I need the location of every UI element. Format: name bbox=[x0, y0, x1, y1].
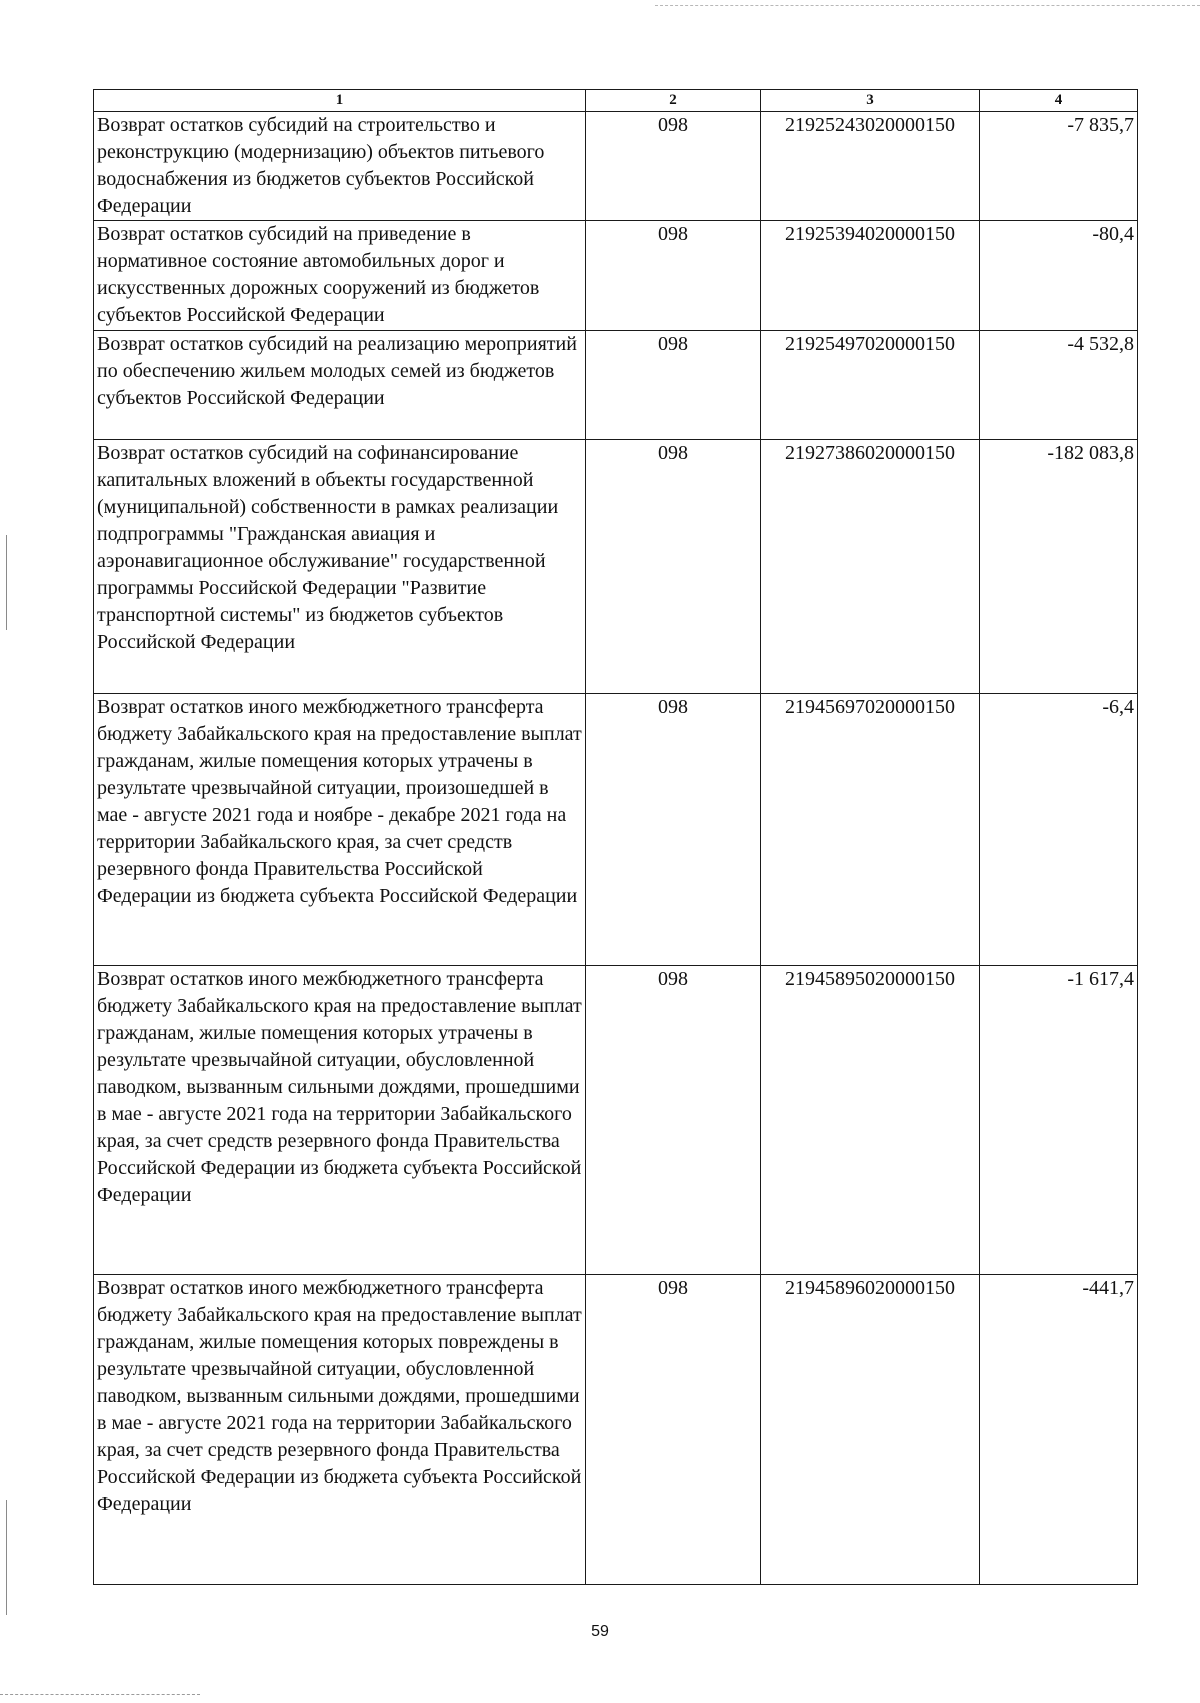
row-kbk-cell: 21925497020000150 bbox=[761, 331, 980, 440]
row-name-cell: Возврат остатков иного межбюджетного трансферта бюджету Забайкальского края на предоставление выплат гражданам, жилые помещения которых утрачены в результате чрезвычайной ситуации, обусловленной паводком, вызванным сильными дождями, прошедшими в мае - августе 2021 года на территории Забайкальского края, за счет средств резервного фонда Правительства Российской Федерации из бюджета субъекта Российской Федерации bbox=[94, 966, 586, 1275]
row-kbk-cell: 21927386020000150 bbox=[761, 440, 980, 694]
column-header-3: 3 bbox=[761, 90, 980, 112]
column-header-1: 1 bbox=[94, 90, 586, 112]
row-code-cell: 098 bbox=[586, 331, 761, 440]
page-number: 59 bbox=[591, 1623, 609, 1640]
row-name-cell: Возврат остатков субсидий на софинансирование капитальных вложений в объекты государственной (муниципальной) собственности в рамках реализации подпрограммы "Гражданская авиация и аэронавигационное обслуживание" государственной программы Российской Федерации "Развитие транспортной системы" из бюджетов субъектов Российской Федерации bbox=[94, 440, 586, 694]
table-row bbox=[94, 1275, 1138, 1585]
column-header-2: 2 bbox=[586, 90, 761, 112]
row-kbk-cell: 21945697020000150 bbox=[761, 694, 980, 966]
table-row bbox=[94, 440, 1138, 694]
row-code-cell: 098 bbox=[586, 440, 761, 694]
row-name-cell: Возврат остатков субсидий на реализацию мероприятий по обеспечению жильем молодых семей из бюджетов субъектов Российской Федерации bbox=[94, 331, 586, 440]
row-amount-cell: -1 617,4 bbox=[980, 966, 1138, 1275]
scan-artifact-left-edge bbox=[6, 535, 7, 630]
table-header-row bbox=[94, 90, 1138, 112]
table-row bbox=[94, 331, 1138, 440]
row-amount-cell: -182 083,8 bbox=[980, 440, 1138, 694]
row-name-cell: Возврат остатков иного межбюджетного трансферта бюджету Забайкальского края на предоставление выплат гражданам, жилые помещения которых повреждены в результате чрезвычайной ситуации, обусловленной паводком, вызванным сильными дождями, прошедшими в мае - августе 2021 года на территории Забайкальского края, за счет средств резервного фонда Правительства Российской Федерации из бюджета субъекта Российской Федерации bbox=[94, 1275, 586, 1585]
row-amount-cell: -441,7 bbox=[980, 1275, 1138, 1585]
row-kbk-cell: 21925394020000150 bbox=[761, 221, 980, 331]
scan-artifact-top-line bbox=[655, 5, 1200, 6]
row-amount-cell: -6,4 bbox=[980, 694, 1138, 966]
table-row bbox=[94, 112, 1138, 221]
row-code-cell: 098 bbox=[586, 966, 761, 1275]
budget-table bbox=[93, 89, 1138, 1585]
scan-artifact-bottom-line bbox=[0, 1694, 200, 1695]
row-amount-cell: -80,4 bbox=[980, 221, 1138, 331]
row-amount-cell: -7 835,7 bbox=[980, 112, 1138, 221]
row-kbk-cell: 21925243020000150 bbox=[761, 112, 980, 221]
row-code-cell: 098 bbox=[586, 1275, 761, 1585]
row-name-cell: Возврат остатков иного межбюджетного трансферта бюджету Забайкальского края на предоставление выплат гражданам, жилые помещения которых утрачены в результате чрезвычайной ситуации, произошедшей в мае - августе 2021 года и ноябре - декабре 2021 года на территории Забайкальского края, за счет средств резервного фонда Правительства Российской Федерации из бюджета субъекта Российской Федерации bbox=[94, 694, 586, 966]
row-name-cell: Возврат остатков субсидий на приведение в нормативное состояние автомобильных дорог и искусственных дорожных сооружений из бюджетов субъектов Российской Федерации bbox=[94, 221, 586, 331]
row-amount-cell: -4 532,8 bbox=[980, 331, 1138, 440]
row-code-cell: 098 bbox=[586, 221, 761, 331]
row-code-cell: 098 bbox=[586, 694, 761, 966]
row-kbk-cell: 21945895020000150 bbox=[761, 966, 980, 1275]
table-row bbox=[94, 694, 1138, 966]
table-row bbox=[94, 221, 1138, 331]
table-row bbox=[94, 966, 1138, 1275]
row-name-cell: Возврат остатков субсидий на строительство и реконструкцию (модернизацию) объектов питьевого водоснабжения из бюджетов субъектов Российской Федерации bbox=[94, 112, 586, 221]
row-code-cell: 098 bbox=[586, 112, 761, 221]
row-kbk-cell: 21945896020000150 bbox=[761, 1275, 980, 1585]
scan-artifact-left-edge bbox=[6, 1500, 7, 1615]
column-header-4: 4 bbox=[980, 90, 1138, 112]
